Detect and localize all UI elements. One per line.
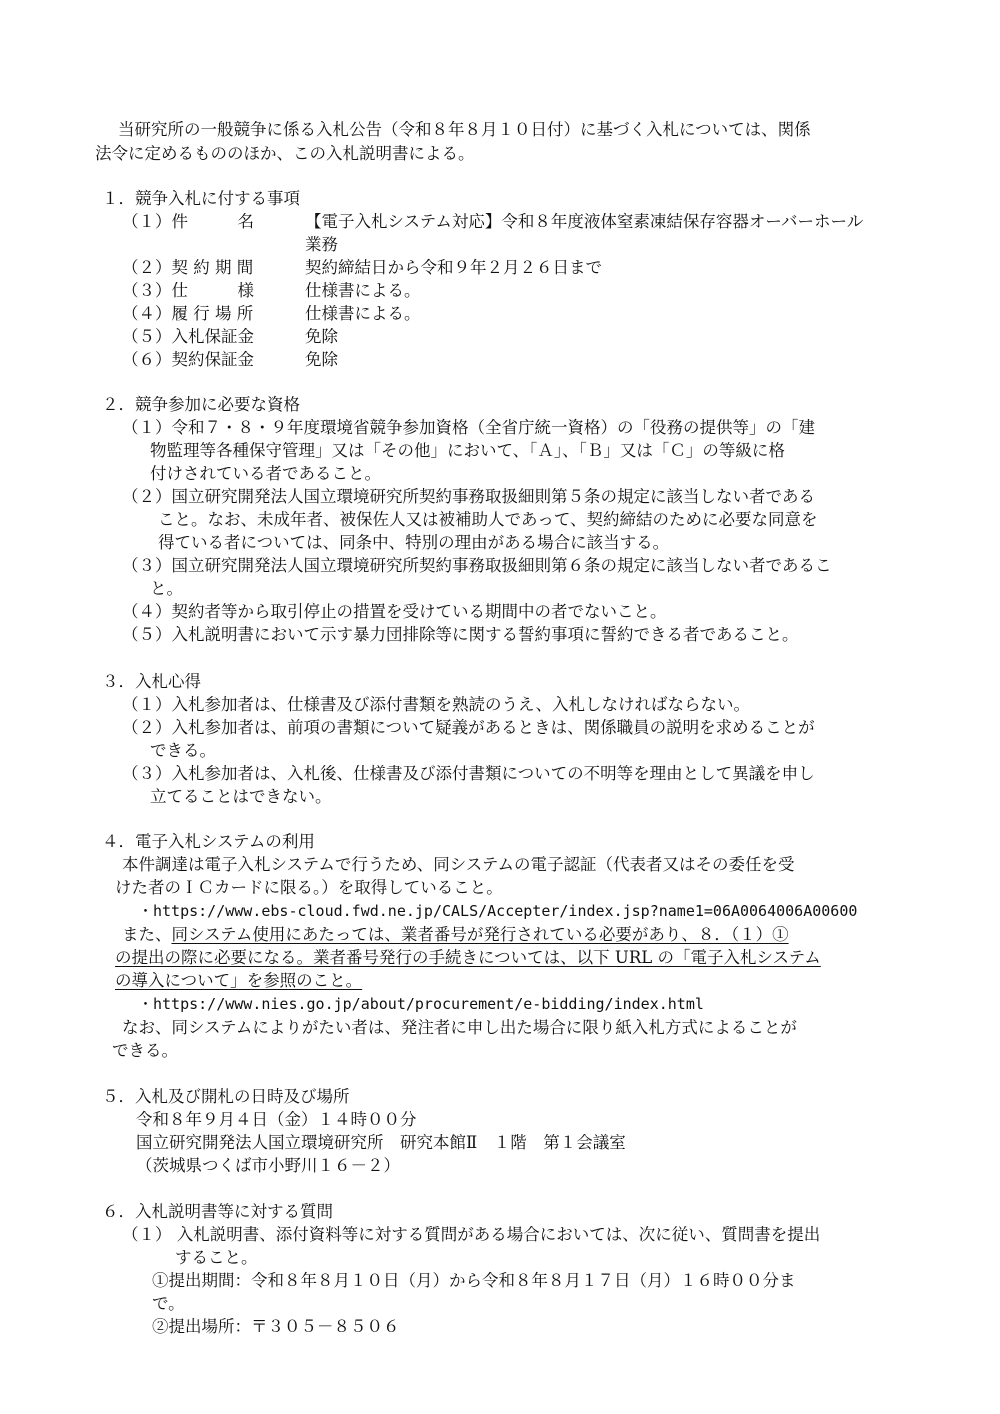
section-4-para-1-line-2: けた者のＩＣカードに限る。）を取得していること。 [115,878,503,897]
bid-place: 国立研究開発法人国立環境研究所 研究本館Ⅱ １階 第１会議室 [136,1133,626,1152]
section-4-para-2-line-2: の提出の際に必要になる。業者番号発行の手続きについては、以下 URL の「電子入札システム [115,948,821,967]
item-2-1-line-2: 物監理等各種保守管理」又は「その他」において、「Ａ」、「Ｂ」又は「Ｃ」の等級に格 [150,441,785,460]
item-2-4-line-1: （４）契約者等から取引停止の措置を受けている期間中の者でないこと。 [122,602,667,621]
item-2-3-line-2: と。 [150,579,183,598]
item-1-6-value: 免除 [305,350,338,369]
item-1-4-label: （４）履 行 場 所 [122,304,254,323]
section-3-heading: ３．入札心得 [102,672,201,691]
item-2-3-line-1: （３）国立研究開発法人国立環境研究所契約事務取扱細則第６条の規定に該当しない者であるこ [122,556,832,575]
bid-address: （茨城県つくば市小野川１６－２） [136,1156,400,1175]
item-1-6-label: （６）契約保証金 [122,350,254,369]
ebs-cloud-url[interactable]: ・https://www.ebs-cloud.fwd.ne.jp/CALS/Accepter/index.jsp?name1=06A0064006A00600 [138,902,858,920]
section-4-para-2-line-1 [122,923,789,946]
section-4-para-3-line-2: できる。 [112,1041,178,1060]
section-4-para-3-line-1: なお、同システムによりがたい者は、発注者に申し出た場合に限り紙入札方式によることが [122,1018,797,1037]
item-1-4-value: 仕様書による。 [305,304,421,323]
item-1-1-value-cont: 業務 [305,235,338,254]
para-2-underlined-text: 同システム使用にあたっては、業者番号が発行されている必要があり、８．（１）① [171,925,789,944]
item-6-1-line-2: すること。 [175,1248,258,1267]
item-1-2-label: （２）契 約 期 間 [122,258,254,277]
intro-line-1: 当研究所の一般競争に係る入札公告（令和８年８月１０日付）に基づく入札については、関係 [118,120,811,139]
item-6-1-line-1: （１） 入札説明書、添付資料等に対する質問がある場合においては、次に従い、質問書を提出 [122,1225,821,1244]
section-2-heading: ２．競争参加に必要な資格 [102,395,300,414]
sub-1-line-2: で。 [152,1294,185,1313]
item-1-3-label: （３）仕 様 [122,281,254,300]
bid-datetime: 令和８年９月４日（金）１４時００分 [136,1110,417,1129]
section-4-para-1-line-1: 本件調達は電子入札システムで行うため、同システムの電子認証（代表者又はその委任を受 [122,855,795,874]
section-1-heading: １．競争入札に付する事項 [102,189,300,208]
para-2-prefix: また、 [122,925,172,944]
item-1-5-value: 免除 [305,327,338,346]
item-1-5-label: （５）入札保証金 [122,327,254,346]
section-6-heading: ６．入札説明書等に対する質問 [102,1202,333,1221]
item-2-5-line-1: （５）入札説明書において示す暴力団排除等に関する誓約事項に誓約できる者であること。 [122,625,799,644]
item-2-2-line-3: 得ている者については、同条中、特別の理由がある場合に該当する。 [158,533,670,552]
section-5-heading: ５．入札及び開札の日時及び場所 [102,1087,350,1106]
item-3-3-line-2: 立てることはできない。 [150,787,332,806]
sub-2-line-1: ②提出場所：〒３０５－８５０６ [152,1317,400,1336]
item-2-2-line-2: こと。なお、未成年者、被保佐人又は被補助人であって、契約締結のために必要な同意を [158,510,818,529]
item-1-3-value: 仕様書による。 [305,281,421,300]
item-1-1-label: （１）件 名 [122,212,254,231]
item-3-2-line-1: （２）入札参加者は、前項の書類について疑義があるときは、関係職員の説明を求めることが [122,718,815,737]
nies-ebidding-url[interactable]: ・https://www.nies.go.jp/about/procurement/e-bidding/index.html [138,995,704,1013]
intro-line-2: 法令に定めるもののほか、この入札説明書による。 [95,144,475,163]
item-3-3-line-1: （３）入札参加者は、入札後、仕様書及び添付書類についての不明等を理由として異議を申し [122,764,815,783]
section-4-heading: ４．電子入札システムの利用 [102,832,315,851]
item-2-1-line-3: 付けされている者であること。 [150,464,381,483]
item-1-2-value: 契約締結日から令和９年２月２６日まで [305,258,602,277]
item-2-2-line-1: （２）国立研究開発法人国立環境研究所契約事務取扱細則第５条の規定に該当しない者である [122,487,815,506]
section-4-para-2-line-3: の導入について」を参照のこと。 [115,971,363,990]
item-1-1-value: 【電子入札システム対応】令和８年度液体窒素凍結保存容器オーバーホール [305,212,864,231]
item-2-1-line-1: （１）令和７・８・９年度環境省競争参加資格（全省庁統一資格）の「役務の提供等」の「建 [122,418,815,437]
item-3-2-line-2: できる。 [150,741,216,760]
item-3-1-line-1: （１）入札参加者は、仕様書及び添付書類を熟読のうえ、入札しなければならない。 [122,695,750,714]
sub-1-line-1: ①提出期間：令和８年８月１０日（月）から令和８年８月１７日（月）１６時００分ま [152,1271,796,1290]
